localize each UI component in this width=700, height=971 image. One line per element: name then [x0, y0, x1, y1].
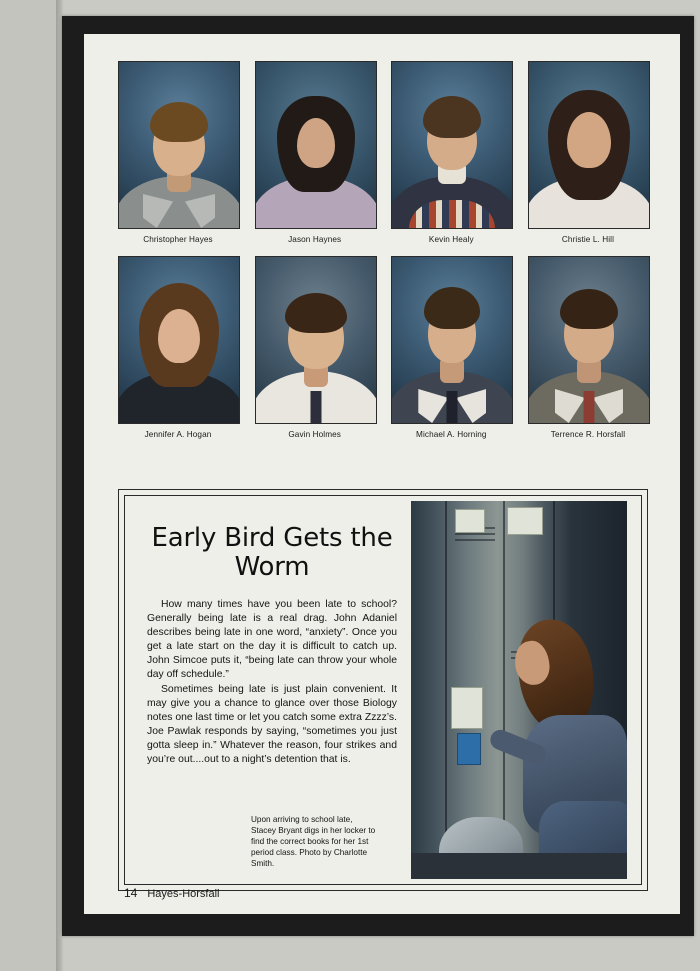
portrait-caption: Jason Haynes [288, 235, 342, 244]
page-footer [124, 886, 220, 900]
page-left-margin [0, 0, 62, 971]
folio-page-number: 14 [124, 886, 138, 900]
article-headline-line1: Early Bird Gets the [151, 523, 393, 553]
portrait-photo [118, 256, 240, 424]
portrait-cell [118, 61, 238, 244]
article-paragraph: How many times have you been late to school? Generally being late is a real drag. John Adaniel describes being late in one word, “anxiety”. Once you get a late start on the day it is difficult to catch up. John Simcoe puts it, “being late can throw your whole day off schedule.” [147, 599, 397, 681]
hallway-floor [411, 853, 627, 879]
photo-hair [424, 287, 480, 329]
portrait-photo [528, 61, 650, 229]
article-headline-line2: Worm [234, 552, 310, 583]
article-headline [147, 524, 397, 582]
portrait-cell [118, 256, 238, 439]
locker-note [507, 507, 543, 535]
portrait-caption: Christopher Hayes [143, 235, 213, 244]
locker-seam [445, 501, 447, 879]
locker-note [457, 733, 481, 765]
locker-vent [455, 533, 495, 535]
article-body [147, 598, 397, 767]
locker-note [451, 687, 483, 729]
portrait-cell [255, 256, 375, 439]
portrait-caption: Gavin Holmes [288, 430, 341, 439]
portrait-cell [528, 61, 648, 244]
portrait-photo [118, 61, 240, 229]
portrait-photo [255, 61, 377, 229]
photo-head [158, 309, 200, 363]
portrait-cell [391, 61, 511, 244]
portrait-grid [118, 61, 648, 451]
photo-hair [150, 102, 208, 142]
portrait-caption: Michael A. Horning [416, 430, 487, 439]
portrait-photo [391, 61, 513, 229]
photo-face [297, 118, 335, 168]
photo-hair [285, 293, 347, 333]
article-photo [411, 501, 627, 879]
portrait-caption: Kevin Healy [428, 235, 474, 244]
folio-name-range: Hayes-Horsfall [147, 888, 220, 900]
portrait-row [118, 256, 648, 439]
article-block [118, 489, 648, 891]
article-paragraph: Sometimes being late is just plain convenient. It may give you a chance to glance over those Biology notes one last time or let you catch some extra Zzzz’s. Joe Pawlak responds by saying, “sometimes you just gotta sleep in.” Whatever the reason, four strikes and you’re out....out to a night’s detention that is. [147, 683, 397, 765]
photo-tie [583, 391, 594, 423]
portrait-caption: Terrence R. Horsfall [550, 430, 626, 439]
page-content-area [84, 34, 680, 914]
photo-tie [310, 391, 321, 423]
page-border-frame [62, 16, 694, 936]
portrait-photo [255, 256, 377, 424]
photo-tie [447, 391, 458, 423]
portrait-cell [528, 256, 648, 439]
photo-head [567, 112, 611, 168]
portrait-photo [391, 256, 513, 424]
locker-vent [455, 539, 495, 541]
portrait-caption: Christie L. Hill [561, 235, 615, 244]
portrait-caption: Jennifer A. Hogan [144, 430, 212, 439]
locker-note [455, 509, 485, 533]
portrait-row [118, 61, 648, 244]
article-inner-frame [124, 495, 642, 885]
portrait-cell [391, 256, 511, 439]
portrait-cell [255, 61, 375, 244]
photo-caption: Upon arriving to school late, Stacey Bryant digs in her locker to find the correct books for her 1st period class. Photo by Charlotte Smith. [251, 815, 376, 869]
photo-hair [423, 96, 481, 138]
portrait-photo [528, 256, 650, 424]
photo-hair [560, 289, 618, 329]
